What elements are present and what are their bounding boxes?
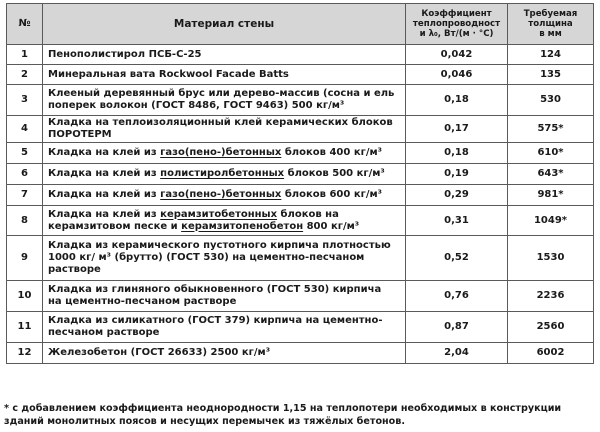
row-thickness: 981* <box>508 185 594 206</box>
row-thickness: 643* <box>508 164 594 185</box>
row-coefficient: 0,046 <box>406 65 508 85</box>
row-material <box>43 164 406 185</box>
row-coefficient: 0,17 <box>406 116 508 143</box>
header-coefficient-line2: теплопроводност <box>412 19 501 29</box>
row-coefficient: 0,042 <box>406 45 508 65</box>
row-number: 5 <box>7 143 43 164</box>
row-material-text: керамзитовом песке и <box>48 220 182 232</box>
row-material-text: блоков 500 кг/м³ <box>284 168 385 179</box>
footnote-line1: * с добавлением коэффициента неоднородности 1,15 на теплопотери необходимых в конструкции <box>4 403 562 414</box>
row-material <box>43 312 406 343</box>
table-row <box>7 312 594 343</box>
header-thickness-line3: в мм <box>539 29 562 39</box>
wall-material-table <box>6 3 594 364</box>
row-material-underlined-text: полистиролбетонных <box>160 168 285 179</box>
row-number: 8 <box>7 206 43 236</box>
row-thickness: 575* <box>508 116 594 143</box>
header-thickness-line2: толщина <box>528 19 573 29</box>
row-material-text: Кладка на клей из <box>48 168 161 179</box>
row-material: Железобетон (ГОСТ 26633) 2500 кг/м³ <box>43 343 406 364</box>
table-row <box>7 236 594 281</box>
row-material-text: блоков на <box>277 208 339 220</box>
row-material-underlined-text: керамзитобетонных <box>160 208 278 220</box>
row-thickness: 124 <box>508 45 594 65</box>
row-coefficient: 0,18 <box>406 143 508 164</box>
row-material-line1 <box>48 209 400 221</box>
table-row <box>7 143 594 164</box>
row-material-underlined-text: керамзитопенобетон <box>181 220 304 232</box>
row-thickness: 2236 <box>508 281 594 312</box>
table-header-row <box>7 4 594 45</box>
table-row <box>7 206 594 236</box>
row-thickness: 1530 <box>508 236 594 281</box>
row-material-text: блоков 600 кг/м³ <box>281 189 383 200</box>
row-material-text: Кладка на клей из <box>48 147 161 158</box>
header-coefficient <box>406 4 508 45</box>
row-material: Минеральная вата Rockwool Facade Batts <box>43 65 406 85</box>
row-material: Пенополистирол ПСБ-С-25 <box>43 45 406 65</box>
row-thickness: 6002 <box>508 343 594 364</box>
row-material-text: 800 кг/м³ <box>303 220 360 232</box>
table-row <box>7 281 594 312</box>
table-row <box>7 85 594 116</box>
row-number: 3 <box>7 85 43 116</box>
row-number: 4 <box>7 116 43 143</box>
row-number: 7 <box>7 185 43 206</box>
row-coefficient: 0,31 <box>406 206 508 236</box>
table-row <box>7 65 594 85</box>
row-material-line3: растворе <box>48 264 101 275</box>
row-number: 9 <box>7 236 43 281</box>
row-material-underlined-text: газо(пено-)бетонных <box>160 147 282 158</box>
row-number: 6 <box>7 164 43 185</box>
row-material <box>43 143 406 164</box>
header-material: Материал стены <box>43 4 406 45</box>
row-material-underlined-text: газо(пено-)бетонных <box>160 189 282 200</box>
row-material-line2: песчаном растворе <box>48 327 160 338</box>
row-coefficient: 0,18 <box>406 85 508 116</box>
row-coefficient: 2,04 <box>406 343 508 364</box>
row-coefficient: 0,29 <box>406 185 508 206</box>
row-material-text: Кладка на клей из <box>48 189 161 200</box>
row-thickness: 530 <box>508 85 594 116</box>
table-row <box>7 164 594 185</box>
table-row <box>7 185 594 206</box>
row-material <box>43 236 406 281</box>
row-material-line2: ПОРОТЕРМ <box>48 129 112 140</box>
header-coefficient-line1: Коэффициент <box>421 9 492 19</box>
row-material-line2: поперек волокон (ГОСТ 8486, ГОСТ 9463) 500 кг/м³ <box>48 100 345 111</box>
row-material <box>43 281 406 312</box>
row-material-text: Кладка на клей из <box>48 208 161 220</box>
row-material <box>43 116 406 143</box>
row-number: 12 <box>7 343 43 364</box>
row-material-line2: на цементно-песчаном растворе <box>48 296 237 307</box>
row-material-text: блоков 400 кг/м³ <box>281 147 383 158</box>
header-thickness <box>508 4 594 45</box>
row-material <box>43 185 406 206</box>
footnote-line2: зданий монолитных поясов и несущих перемычек из тяжёлых бетонов. <box>4 416 405 427</box>
row-coefficient: 0,52 <box>406 236 508 281</box>
row-number: 1 <box>7 45 43 65</box>
row-material <box>43 85 406 116</box>
table-row <box>7 116 594 143</box>
header-coefficient-line3: и λ₀, Вт/(м · °С) <box>419 29 494 39</box>
row-material <box>43 206 406 236</box>
row-thickness: 2560 <box>508 312 594 343</box>
row-material-line1: Кладка на теплоизоляционный клей керамических блоков <box>48 117 393 128</box>
row-thickness: 1049* <box>508 206 594 236</box>
row-thickness: 135 <box>508 65 594 85</box>
footnote <box>4 402 596 428</box>
row-material-line1: Клееный деревянный брус или дерево-массив (сосна и ель <box>48 88 395 99</box>
header-thickness-line1: Требуемая <box>523 9 578 19</box>
row-material-line2: 1000 кг/ м³ (брутто) (ГОСТ 530) на цементно-песчаном <box>48 252 365 263</box>
header-number: № <box>7 4 43 45</box>
row-material-line1: Кладка из керамического пустотного кирпича плотностью <box>48 240 391 251</box>
row-material-line2 <box>48 221 400 233</box>
row-thickness: 610* <box>508 143 594 164</box>
row-number: 2 <box>7 65 43 85</box>
table-row <box>7 343 594 364</box>
row-coefficient: 0,87 <box>406 312 508 343</box>
row-coefficient: 0,19 <box>406 164 508 185</box>
row-material-line1: Кладка из глиняного обыкновенного (ГОСТ 530) кирпича <box>48 284 382 295</box>
row-number: 10 <box>7 281 43 312</box>
row-number: 11 <box>7 312 43 343</box>
row-material-line1: Кладка из силикатного (ГОСТ 379) кирпича на цементно- <box>48 315 383 326</box>
row-coefficient: 0,76 <box>406 281 508 312</box>
table-row <box>7 45 594 65</box>
